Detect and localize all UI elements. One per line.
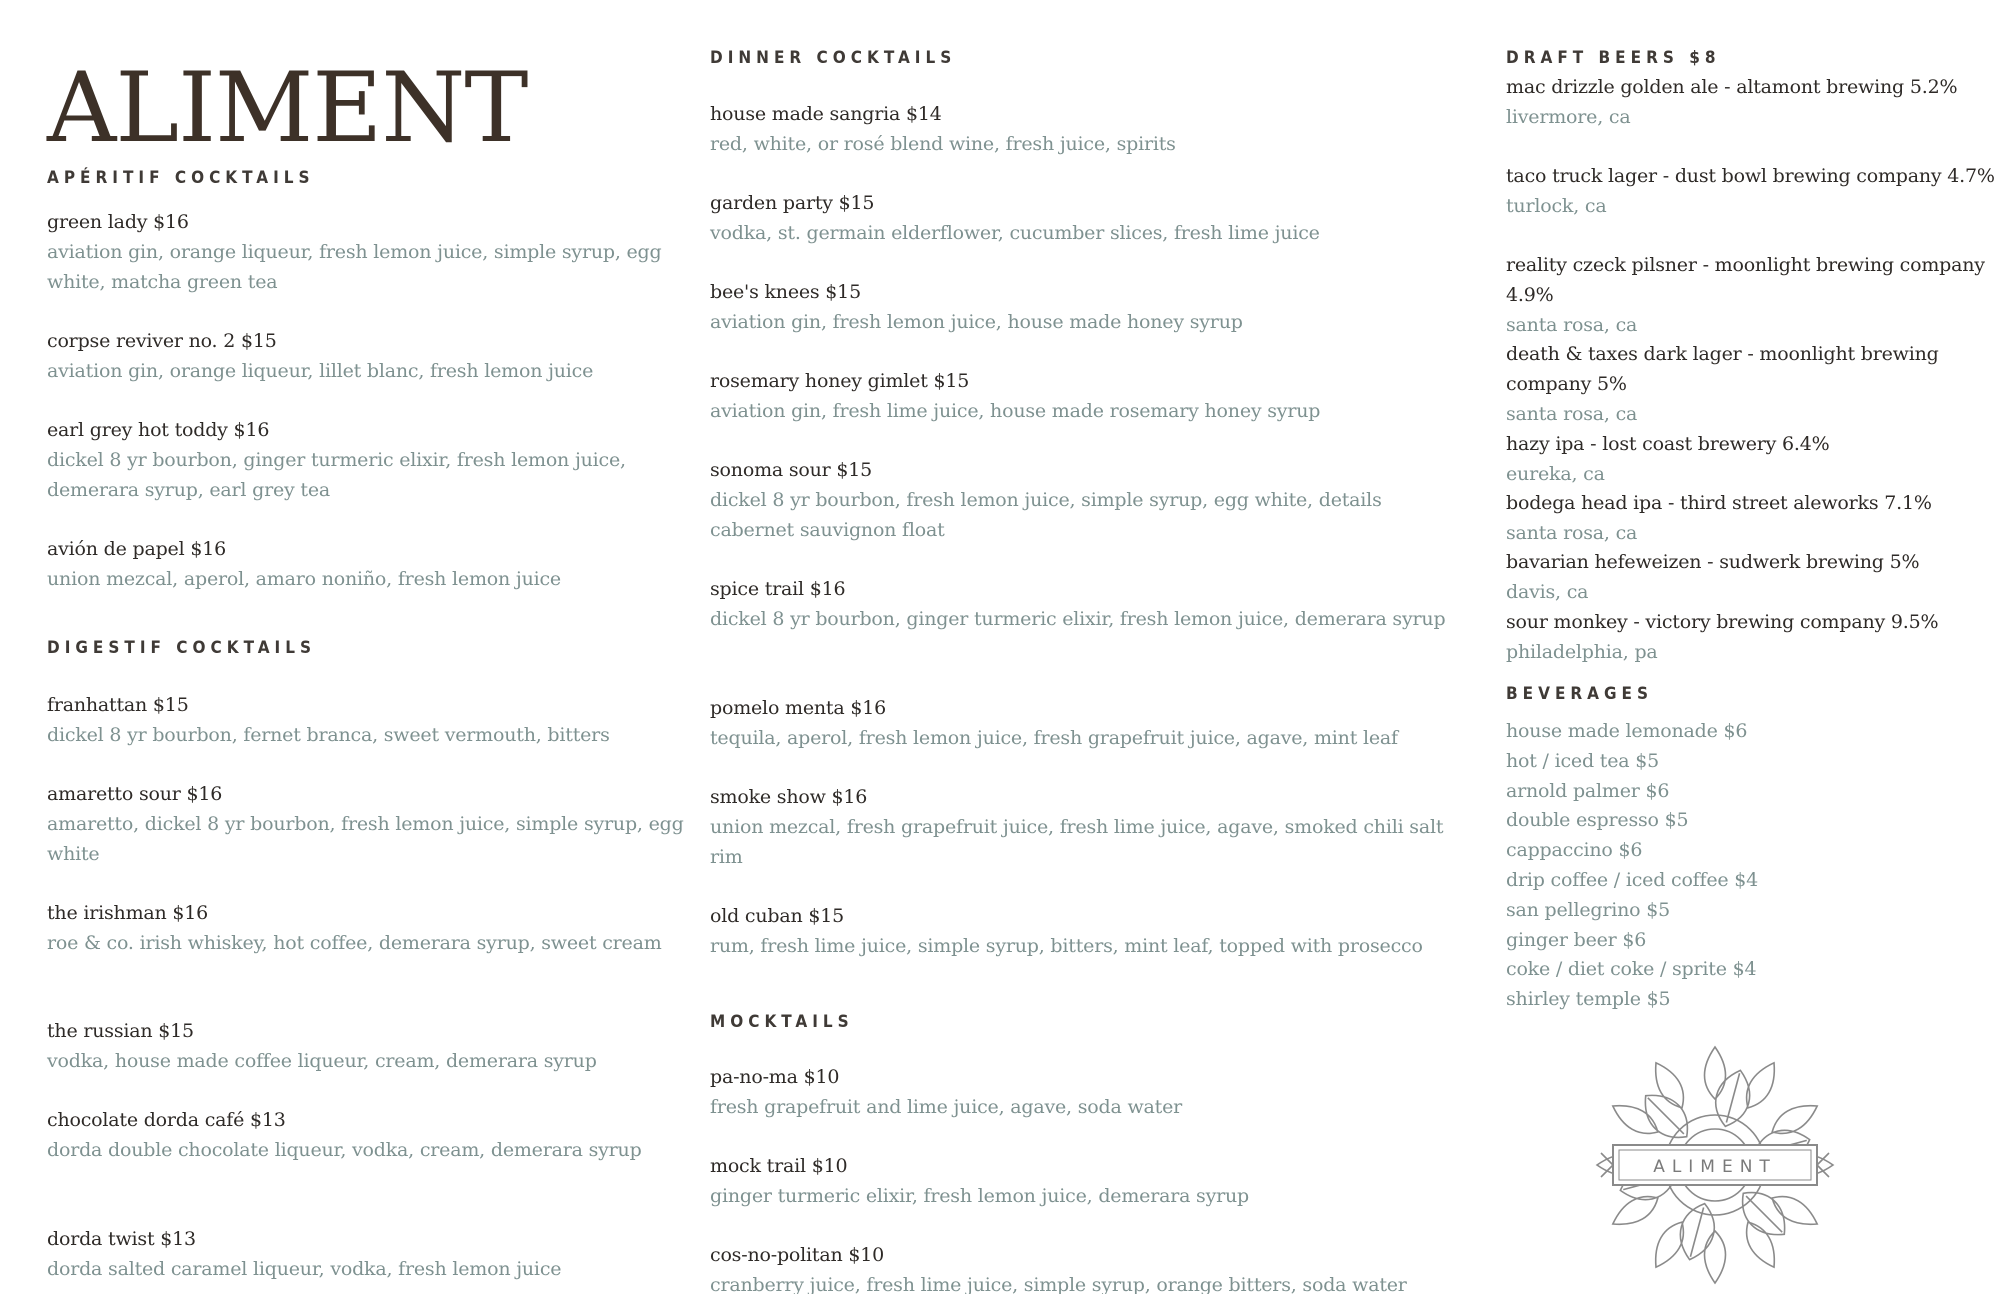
beverage-item: san pellegrino $5 [1506,899,1670,921]
item-name: franhattan $15 [47,694,189,716]
menu-item [710,782,1470,872]
item-name: the irishman $16 [47,902,209,924]
item-description: dickel 8 yr bourbon, ginger turmeric elixir, fresh lemon juice, demerara syrup, earl grey tea [47,449,626,501]
menu-item [710,188,1470,248]
menu-item [47,326,687,386]
menu-item [47,207,687,297]
item-description: aviation gin, fresh lemon juice, house made honey syrup [710,311,1243,333]
item-description: dickel 8 yr bourbon, fernet branca, sweet vermouth, bitters [47,724,610,746]
item-name: chocolate dorda café $13 [47,1109,286,1131]
item-name: corpse reviver no. 2 $15 [47,330,277,352]
beverage-item: ginger beer $6 [1506,929,1647,951]
mandala-logo-icon [1590,1040,1840,1290]
item-name: avión de papel $16 [47,538,226,560]
beer-name: hazy ipa - lost coast brewery 6.4% [1506,433,1830,455]
item-description: aviation gin, orange liqueur, fresh lemon juice, simple syrup, egg white, matcha green tea [47,241,662,293]
beer-item [1506,250,1996,340]
beer-origin: eureka, ca [1506,463,1605,485]
section-title-dinner: DINNER COCKTAILS [710,48,957,68]
section-title-aperitif: APÉRITIF COCKTAILS [47,168,315,188]
item-description: vodka, st. germain elderflower, cucumber slices, fresh lime juice [710,222,1320,244]
beer-origin: livermore, ca [1506,106,1631,128]
item-description: dorda salted caramel liqueur, vodka, fresh lemon juice [47,1258,562,1280]
item-name: pa-no-ma $10 [710,1066,840,1088]
item-name: cos-no-politan $10 [710,1244,885,1266]
item-name: rosemary honey gimlet $15 [710,370,970,392]
item-description: dickel 8 yr bourbon, ginger turmeric elixir, fresh lemon juice, demerara syrup [710,608,1446,630]
item-description: vodka, house made coffee liqueur, cream, demerara syrup [47,1050,597,1072]
beer-name: bavarian hefeweizen - sudwerk brewing 5% [1506,551,1920,573]
menu-item [47,1105,687,1165]
beverage-item: drip coffee / iced coffee $4 [1506,869,1759,891]
item-description: union mezcal, aperol, amaro noniño, fresh lemon juice [47,568,561,590]
menu-item [710,1240,1470,1294]
beverage-item: house made lemonade $6 [1506,720,1748,742]
item-description: aviation gin, orange liqueur, lillet blanc, fresh lemon juice [47,360,594,382]
item-name: dorda twist $13 [47,1228,196,1250]
menu-item [710,366,1470,426]
beverage-item: arnold palmer $6 [1506,780,1670,802]
item-name: amaretto sour $16 [47,783,223,805]
menu-item [47,690,687,750]
beer-item [1506,72,1996,132]
menu-item [47,534,687,594]
item-description: aviation gin, fresh lime juice, house made rosemary honey syrup [710,400,1321,422]
menu-item [710,455,1470,545]
beer-name: sour monkey - victory brewing company 9.5% [1506,611,1939,633]
menu-item [47,898,687,958]
beverage-item: double espresso $5 [1506,809,1689,831]
beer-name: death & taxes dark lager - moonlight brewing company 5% [1506,343,1939,395]
item-description: ginger turmeric elixir, fresh lemon juice, demerara syrup [710,1185,1250,1207]
beer-name: mac drizzle golden ale - altamont brewing 5.2% [1506,76,1958,98]
beer-name: taco truck lager - dust bowl brewing company 4.7% [1506,165,1995,187]
beer-origin: turlock, ca [1506,195,1607,217]
beer-item [1506,607,1996,667]
beer-item [1506,488,1996,548]
item-description: union mezcal, fresh grapefruit juice, fresh lime juice, agave, smoked chili salt rim [710,816,1444,868]
beverage-item: hot / iced tea $5 [1506,750,1659,772]
beverage-item: coke / diet coke / sprite $4 [1506,958,1757,980]
beer-origin: santa rosa, ca [1506,522,1638,544]
beer-item [1506,429,1996,489]
item-name: the russian $15 [47,1020,194,1042]
section-title-beverages: BEVERAGES [1506,684,1654,704]
beer-item [1506,339,1996,429]
beer-origin: philadelphia, pa [1506,641,1658,663]
menu-item [47,779,687,869]
menu-item [710,693,1470,753]
menu-item [47,415,687,505]
beverage-item: cappaccino $6 [1506,839,1643,861]
menu-item [710,1062,1470,1122]
beer-name: reality czeck pilsner - moonlight brewing company 4.9% [1506,254,1985,306]
menu-item [710,574,1470,634]
item-description: dorda double chocolate liqueur, vodka, cream, demerara syrup [47,1139,642,1161]
menu-item [710,277,1470,337]
item-name: green lady $16 [47,211,189,233]
beverage-item: shirley temple $5 [1506,988,1671,1010]
item-description: cranberry juice, fresh lime juice, simple syrup, orange bitters, soda water [710,1274,1407,1294]
beer-item [1506,547,1996,607]
item-name: pomelo menta $16 [710,697,886,719]
item-description: red, white, or rosé blend wine, fresh juice, spirits [710,133,1176,155]
item-description: fresh grapefruit and lime juice, agave, soda water [710,1096,1183,1118]
item-description: roe & co. irish whiskey, hot coffee, demerara syrup, sweet cream [47,932,662,954]
item-name: old cuban $15 [710,905,845,927]
item-name: sonoma sour $15 [710,459,873,481]
beer-name: bodega head ipa - third street aleworks 7.1% [1506,492,1932,514]
menu-item [710,99,1470,159]
beer-origin: santa rosa, ca [1506,314,1638,336]
beer-origin: santa rosa, ca [1506,403,1638,425]
section-title-draft-beers: DRAFT BEERS $8 [1506,48,1721,68]
menu-item [47,1016,687,1076]
beer-origin: davis, ca [1506,581,1589,603]
item-description: rum, fresh lime juice, simple syrup, bitters, mint leaf, topped with prosecco [710,935,1423,957]
logo-text: ALIMENT [1653,1157,1777,1177]
item-name: smoke show $16 [710,786,868,808]
brand-title: ALIMENT [47,52,528,164]
item-name: spice trail $16 [710,578,846,600]
item-name: garden party $15 [710,192,875,214]
menu-item [47,1224,687,1284]
item-description: amaretto, dickel 8 yr bourbon, fresh lemon juice, simple syrup, egg white [47,813,684,865]
section-title-digestif: DIGESTIF COCKTAILS [47,638,316,658]
item-name: mock trail $10 [710,1155,848,1177]
item-name: earl grey hot toddy $16 [47,419,270,441]
menu-item [710,1151,1470,1211]
section-title-mocktails: MOCKTAILS [710,1012,854,1032]
menu-item [710,901,1470,961]
beer-item [1506,161,1996,221]
item-name: bee's knees $15 [710,281,861,303]
item-description: dickel 8 yr bourbon, fresh lemon juice, simple syrup, egg white, details cabernet sauvignon float [710,489,1382,541]
item-description: tequila, aperol, fresh lemon juice, fresh grapefruit juice, agave, mint leaf [710,727,1398,749]
item-name: house made sangria $14 [710,103,942,125]
